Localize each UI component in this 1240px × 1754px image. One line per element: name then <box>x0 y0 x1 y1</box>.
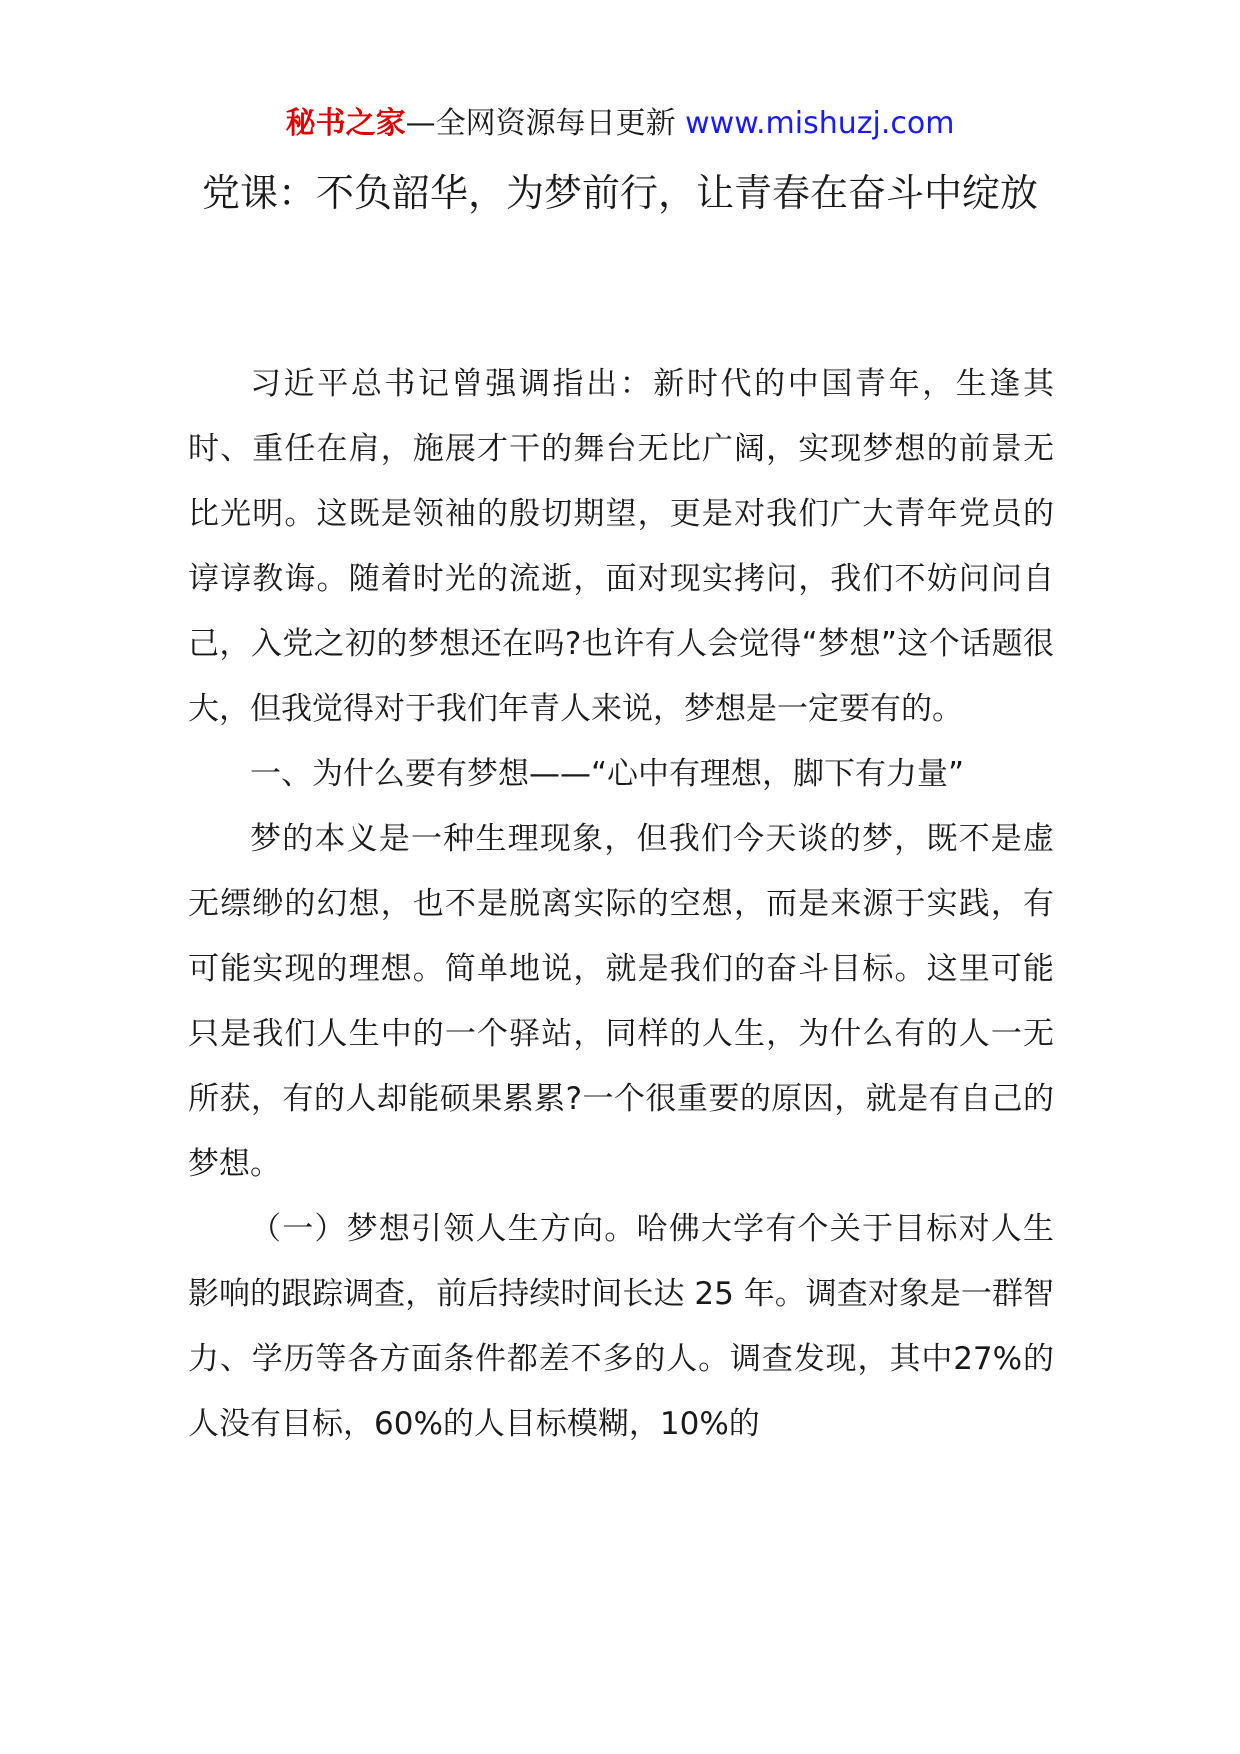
site-header <box>0 100 1240 148</box>
paragraph-subsection-1: （一）梦想引领人生方向。哈佛大学有个关于目标对人生影响的跟踪调查，前后持续时间长达 25 年。调查对象是一群智力、学历等各方面条件都差不多的人。调查发现，其中27%的人没有目标，60%的人目标模糊，10%的 <box>188 1211 1054 1442</box>
paragraph-dream-meaning: 梦的本义是一种生理现象，但我们今天谈的梦，既不是虚无缥缈的幻想，也不是脱离实际的空想，而是来源于实践，有可能实现的理想。简单地说，就是我们的奋斗目标。这里可能只是我们人生中的一个驿站，同样的人生，为什么有的人一无所获，有的人却能硕果累累?一个很重要的原因，就是有自己的梦想。 <box>188 821 1054 1182</box>
section-heading-1: 一、为什么要有梦想——“心中有理想，脚下有力量” <box>250 756 965 792</box>
document-title: 党课：不负韶华，为梦前行，让青春在奋斗中绽放 <box>201 171 1038 215</box>
site-tagline: —全网资源每日更新 <box>405 106 676 141</box>
paragraph-intro: 习近平总书记曾强调指出：新时代的中国青年，生逢其时、重任在肩，施展才干的舞台无比广阔，实现梦想的前景无比光明。这既是领袖的殷切期望，更是对我们广大青年党员的谆谆教诲。随着时光的流逝，面对现实拷问，我们不妨问问自己，入党之初的梦想还在吗?也许有人会觉得“梦想”这个话题很大，但我觉得对于我们年青人来说，梦想是一定要有的。 <box>188 366 1054 727</box>
site-name: 秘书之家 <box>285 106 406 141</box>
document-body <box>188 352 1054 1457</box>
site-url-link[interactable]: www.mishuzj.com <box>685 106 955 141</box>
